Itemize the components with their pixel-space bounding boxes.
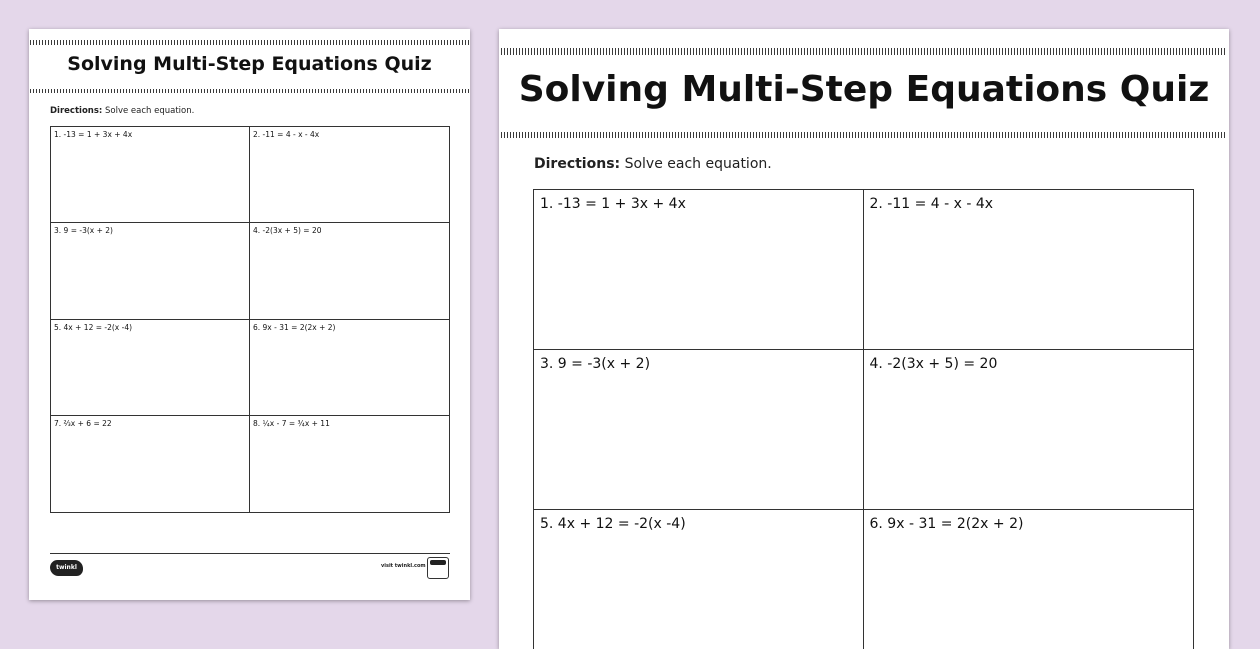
directions-text: Solve each equation.: [102, 106, 195, 116]
question-cell-7: 7. ⅔x + 6 = 22: [51, 416, 250, 512]
quality-badge-icon: [427, 557, 449, 579]
header-stripe-bottom: [30, 89, 469, 93]
footer-divider: [50, 553, 450, 554]
directions-text: Solve each equation.: [620, 156, 772, 172]
question-cell-4: 4. -2(3x + 5) = 20: [864, 350, 1194, 510]
worksheet-title: Solving Multi-Step Equations Quiz: [518, 69, 1210, 110]
question-cell-8: 8. ¼x - 7 = ¾x + 11: [253, 418, 330, 428]
question-cell-6: 6. 9x - 31 = 2(2x + 2): [250, 320, 449, 416]
question-cell-3: 3. 9 = -3(x + 2): [534, 350, 864, 510]
header-stripe-top: [501, 48, 1227, 55]
question-cell-3: 3. 9 = -3(x + 2): [51, 223, 250, 319]
directions: [50, 106, 194, 116]
question-grid: [50, 126, 450, 513]
question-cell-1: 1. -13 = 1 + 3x + 4x: [534, 190, 864, 350]
worksheet-title: Solving Multi-Step Equations Quiz: [67, 53, 432, 75]
question-cell-4: 4. -2(3x + 5) = 20: [250, 223, 449, 319]
directions-label: Directions:: [50, 106, 103, 116]
question-cell-2: 2. -11 = 4 - x - 4x: [864, 190, 1194, 350]
question-cell-5: 5. 4x + 12 = -2(x -4): [534, 510, 864, 649]
twinkl-logo: twinkl: [50, 560, 83, 576]
question-cell-1: 1. -13 = 1 + 3x + 4x: [51, 127, 250, 223]
directions-label: Directions:: [534, 156, 621, 172]
header-stripe-bottom: [501, 132, 1227, 138]
question-cell-5: 5. 4x + 12 = -2(x -4): [51, 320, 250, 416]
header-stripe-top: [30, 40, 469, 45]
question-cell-6: 6. 9x - 31 = 2(2x + 2): [864, 510, 1194, 649]
worksheet-preview-small: [29, 29, 470, 600]
visit-website-text: visit twinkl.com: [381, 563, 426, 569]
directions: [534, 156, 772, 172]
worksheet-preview-large: [499, 29, 1229, 649]
question-grid: [533, 189, 1194, 649]
question-cell-2: 2. -11 = 4 - x - 4x: [250, 127, 449, 223]
